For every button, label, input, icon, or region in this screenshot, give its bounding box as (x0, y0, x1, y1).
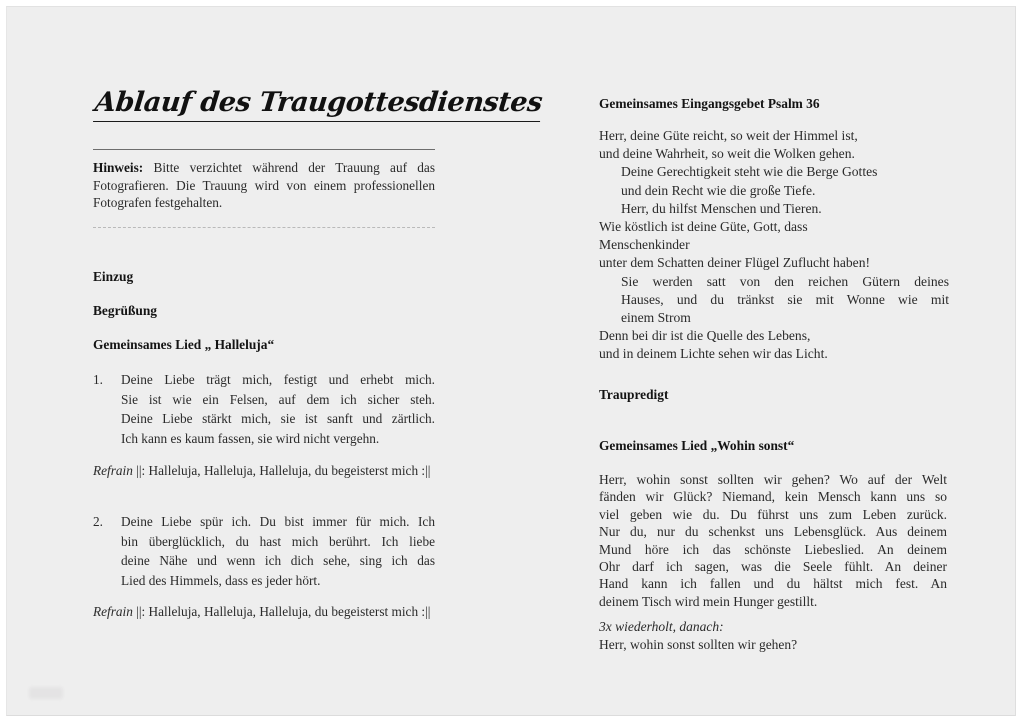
verse-body (121, 512, 435, 590)
heading-begruessung: Begrüßung (93, 303, 157, 318)
page-watermark (29, 687, 63, 699)
psalm-line: und dein Recht wie die große Tiefe. (621, 182, 816, 198)
refrain-text: ||: Halleluja, Halleluja, Halleluja, du begeisterst mich :|| (132, 604, 431, 619)
verse-line: Lied des Himmels, dass es jeder hört. (121, 572, 321, 588)
song-line: viel geben wie du. Du führst uns zum Leben zurück. (599, 506, 947, 522)
psalm-line: Hauses, und du tränkst sie mit Wonne wie mit (621, 291, 949, 307)
hinweis-label: Hinweis: (93, 160, 144, 175)
psalm-line: Deine Gerechtigkeit steht wie die Berge Gottes (621, 164, 878, 180)
verse-body (121, 370, 435, 448)
hinweis-paragraph (93, 159, 435, 212)
heading-lied-halleluja: Gemeinsames Lied „ Halleluja“ (93, 337, 275, 352)
verse-line: Deine Liebe trägt mich, festigt und erhebt mich. (121, 372, 435, 387)
psalm-line: Herr, deine Güte reicht, so weit der Himmel ist, (599, 128, 858, 143)
verse-item (93, 512, 435, 590)
psalm-line: Denn bei dir ist die Quelle des Lebens, (599, 328, 811, 344)
verse-line: Deine Liebe stärkt mich, sie ist sanft und zärtlich. (121, 411, 435, 427)
refrain-label: Refrain (93, 463, 133, 478)
song-line: Mund höre ich das schönste Liebeslied. An deinem (599, 541, 947, 557)
song-line: Herr, wohin sonst sollten wir gehen? Wo auf der Welt (599, 472, 947, 487)
psalm-line: Herr, du hilfst Menschen und Tieren. (621, 200, 822, 216)
verse-number: 1. (93, 372, 103, 387)
left-column (93, 7, 544, 715)
heading-eingangsgebet: Gemeinsames Eingangsgebet Psalm 36 (599, 96, 820, 111)
outro-block (599, 618, 949, 654)
refrain-text: ||: Halleluja, Halleluja, Halleluja, du begeisterst mich :|| (132, 463, 431, 478)
heading-traupredigt: Traupredigt (599, 387, 669, 402)
divider-top (93, 149, 435, 150)
verse-line: deine Nähe und wenn ich dich sehe, sing ich das (121, 553, 435, 569)
verse-line: bin überglücklich, du hast mich berührt. Ich liebe (121, 533, 435, 549)
page-content (7, 7, 1015, 715)
heading-lied-wohin-sonst: Gemeinsames Lied „Wohin sonst“ (599, 438, 795, 453)
psalm-line: Wie köstlich ist deine Güte, Gott, dass (599, 219, 808, 235)
outro-line: Herr, wohin sonst sollten wir gehen? (599, 637, 798, 653)
refrain-label: Refrain (93, 604, 133, 619)
psalm-block (599, 127, 949, 364)
song-paragraph (599, 471, 947, 610)
hinweis-text: Bitte verzichtet während der Trauung auf das Fotografieren. Die Trauung wird von einem professionellen Fotografen festgehalten. (93, 160, 435, 211)
heading-einzug: Einzug (93, 269, 134, 284)
outro-instruction: 3x wiederholt, danach: (599, 619, 724, 634)
verse-item (93, 370, 435, 448)
psalm-line: und deine Wahrheit, so weit die Wolken gehen. (599, 146, 855, 162)
verse-line: Sie ist wie ein Felsen, auf dem ich sicher steh. (121, 391, 435, 407)
verse-number: 2. (93, 514, 103, 529)
verse-line: Deine Liebe spür ich. Du bist immer für mich. Ich (121, 514, 435, 529)
psalm-line: Menschenkinder (599, 237, 690, 253)
song-line: fänden wir Glück? Niemand, kein Mensch kann uns so (599, 489, 947, 505)
psalm-line: Sie werden satt von den reichen Gütern deines (621, 273, 949, 289)
verse-line: Ich kann es kaum fassen, sie wird nicht vergehn. (121, 430, 380, 446)
song-line: Nur du, nur du schenkst uns Lebensglück. Aus deinem (599, 524, 947, 540)
song-line: Ohr darf ich sagen, was die Seele fühlt. An deiner (599, 559, 947, 575)
psalm-line: einem Strom (621, 310, 691, 326)
page-title: Ablauf des Traugottesdienstes (93, 87, 544, 122)
refrain-block (93, 461, 437, 481)
song-line: deinem Tisch wird mein Hunger gestillt. (599, 593, 818, 609)
refrain-block (93, 602, 437, 622)
page-sheet (6, 6, 1016, 716)
psalm-line: unter dem Schatten deiner Flügel Zuflucht haben! (599, 255, 871, 271)
song-line: Hand kann ich fallen und du hältst mich fest. An (599, 576, 947, 592)
right-column (599, 7, 949, 715)
divider-bottom (93, 227, 435, 228)
psalm-line: und in deinem Lichte sehen wir das Licht. (599, 346, 828, 362)
